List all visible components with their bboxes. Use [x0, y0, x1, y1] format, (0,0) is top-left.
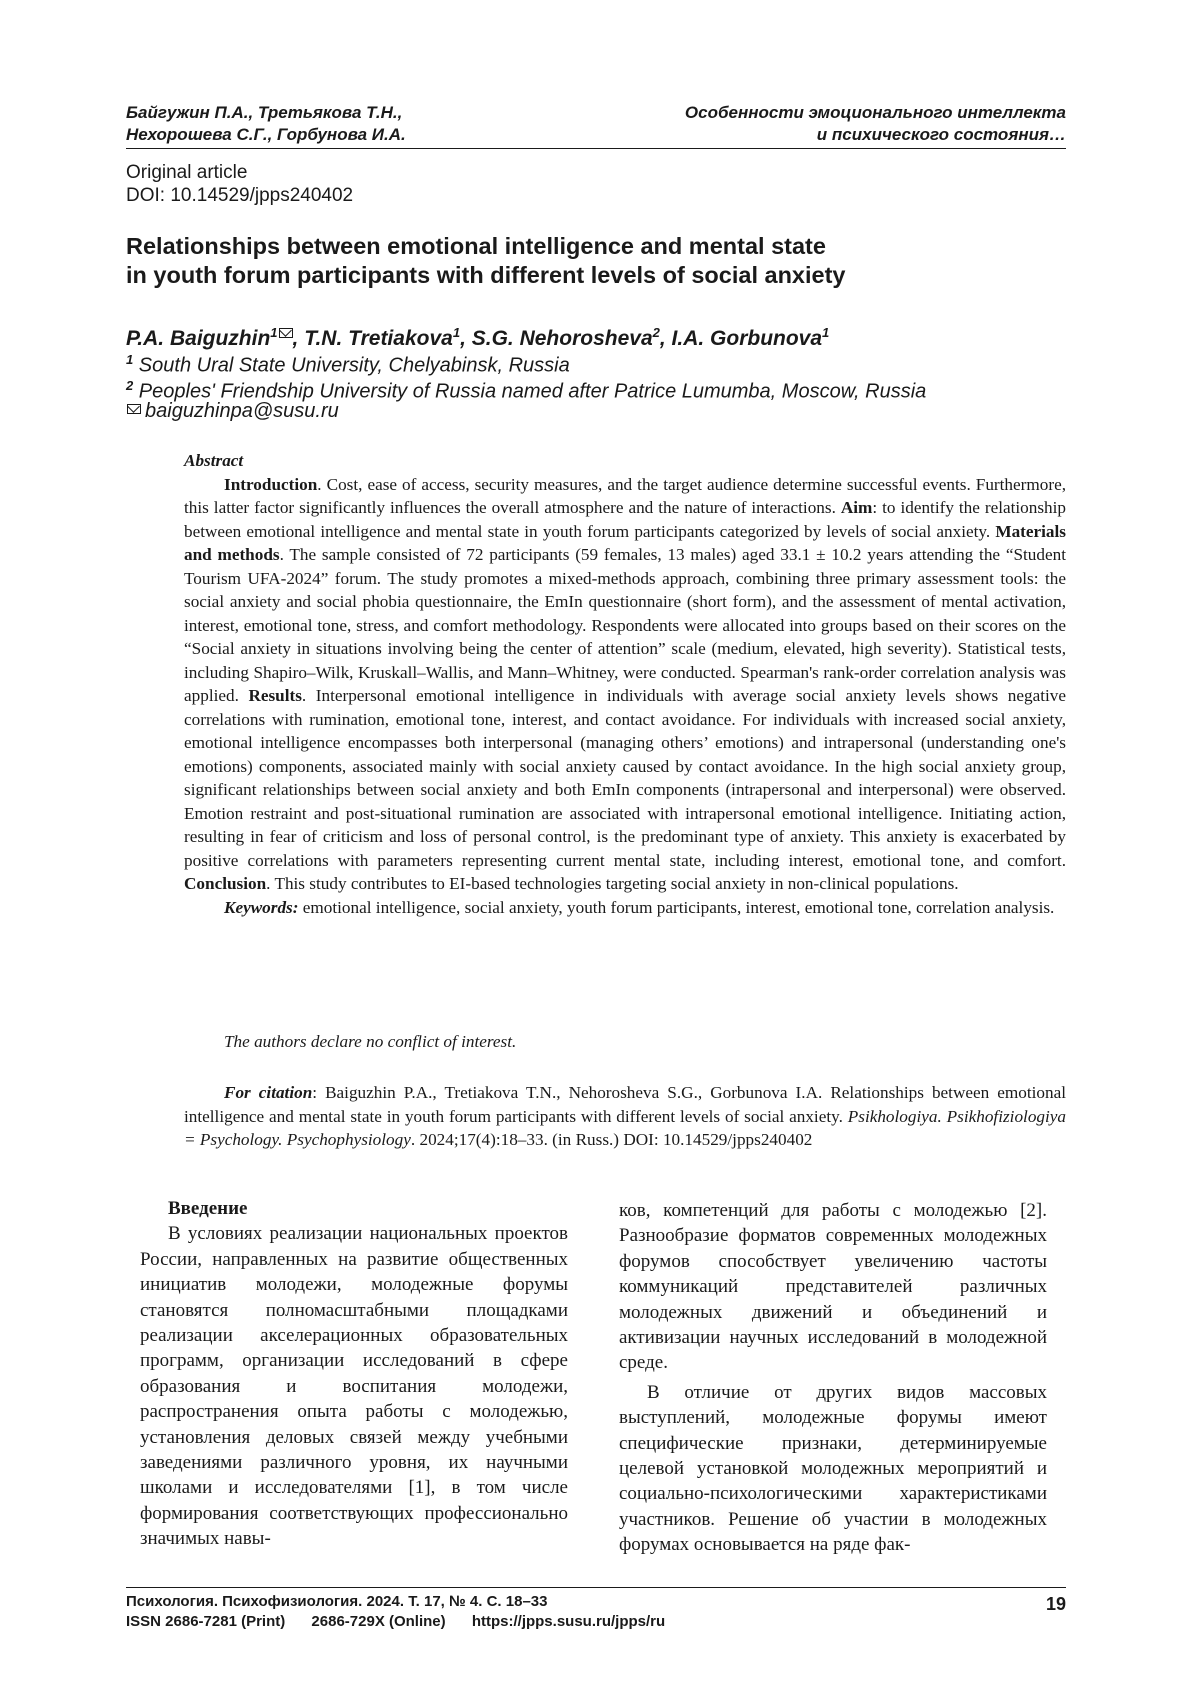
body-column-right: [619, 1198, 1047, 1558]
body-column-left: [140, 1196, 568, 1552]
abstract: [184, 449, 1066, 919]
author-name: T.N. Tretiakova: [304, 327, 453, 350]
running-header-title-line2: и психического состояния…: [816, 125, 1066, 144]
article-title-line2: in youth forum participants with different levels of social anxiety: [126, 262, 846, 288]
author-name: S.G. Nehorosheva: [471, 327, 653, 350]
article-type: Original article: [126, 162, 248, 183]
affiliation-index: 2: [126, 378, 134, 393]
citation-text: : Baiguzhin P.A., Tretiakova T.N., Nehorosheva S.G., Gorbunova I.A. Relationships between emotional intelligence and mental state in youth forum participants with different levels of social anxiety.: [184, 1083, 1066, 1126]
keywords-text: emotional intelligence, social anxiety, youth forum participants, interest, emotional tone, correlation analysis.: [298, 897, 1055, 917]
article-title: [126, 232, 1066, 290]
body-paragraph: В отличие от других видов массовых выступлений, молодежные форумы имеют специфические признаки, детерминируемые целевой установкой молодежных мероприятий и социально-психологическими характеристиками участников. Решение об участии в молодежных форумах основывается на ряде фак-: [619, 1381, 1047, 1556]
citation-text-end: . 2024;17(4):18–33. (in Russ.) DOI: 10.14529/jpps240402: [410, 1130, 813, 1149]
abstract-conclusion-text: . This study contributes to EI-based technologies targeting social anxiety in non-clinical populations.: [266, 874, 959, 893]
article-meta: [126, 161, 353, 207]
author-affiliation-index: 1: [822, 325, 830, 340]
author-name: P.A. Baiguzhin: [126, 327, 271, 350]
author-affiliation-index: 1: [270, 325, 278, 340]
keywords-label: Keywords:: [224, 897, 299, 917]
abstract-body: [184, 473, 1066, 896]
body-paragraph: В условиях реализации национальных проектов России, направленных на развитие общественных инициатив молодежи, молодежные форумы становятся полномасштабными площадками реализации акселерационных образовательных программ, организации исследований в сфере образования и воспитания молодежи, распространения опыта работы с молодежью, установления деловых связей между учебными заведениями различного уровня, их научными школами и исследователями [1], в том числе формирования соответствующих профессионально значимых навы-: [140, 1223, 568, 1550]
abstract-intro-text: . Cost, ease of access, security measures, and the target audience determine successful events. Furthermore, this latter factor significantly influences the overall atmosphere and the nature of interactions.: [184, 474, 1066, 517]
keywords: [184, 896, 1066, 920]
abstract-methods-text: . The sample consisted of 72 participants (59 females, 13 males) aged 33.1 ± 10.2 years attending the “Student Tourism UFA-2024” forum. The study promotes a mixed-methods approach, combining three primary assessment tools: the social anxiety and social phobia questionnaire, the EmIn questionnaire (short form), and the assessment of mental activation, interest, emotional tone, stress, and comfort methodology. Respondents were allocated into groups based on their scores on the “Social anxiety in situations involving being the center of attention” scale (medium, elevated, high severity). Statistical tests, including Shapiro–Wilk, Kruskall–Wallis, and Mann–Whitney, were conducted. Spearman's rank-order correlation analysis was applied.: [184, 545, 1066, 705]
footer-journal: Психология. Психофизиология. 2024. Т. 17, № 4. С. 18–33: [126, 1593, 548, 1610]
email-link[interactable]: baiguzhinpa@susu.ru: [145, 400, 339, 422]
running-header-authors: [126, 102, 406, 146]
citation-label: For citation: [224, 1083, 313, 1102]
running-header-authors-line2: Нехорошева С.Г., Горбунова И.А.: [126, 125, 406, 144]
abstract-aim-label: Aim: [840, 498, 873, 517]
page-number: 19: [1045, 1594, 1066, 1614]
citation-journal: Psikhologiya. Psikhofiziologiya = Psychology. Psychophysiology: [184, 1106, 1066, 1149]
affiliation-text: Peoples' Friendship University of Russia named after Patrice Lumumba, Moscow, Russia: [138, 380, 927, 403]
page-footer: [126, 1587, 1066, 1632]
conflict-declaration: The authors declare no conflict of interest.: [224, 1032, 517, 1051]
corresponding-email: [126, 399, 1076, 424]
footer-issn-print: ISSN 2686-7281 (Print): [126, 1613, 286, 1630]
article-title-line1: Relationships between emotional intelligence and mental state: [126, 233, 826, 259]
author-name: I.A. Gorbunova: [671, 327, 823, 350]
abstract-aim-text: : to identify the relationship between emotional intelligence and mental state in youth forum participants categorized by levels of social anxiety.: [184, 498, 1066, 541]
running-header-title: [685, 102, 1066, 146]
abstract-results-text: . Interpersonal emotional intelligence in individuals with average social anxiety levels shows negative correlations with rumination, emotional tone, interest, and contact avoidance. For individuals with increased social anxiety, emotional intelligence encompasses both interpersonal (managing others’ emotions) and intrapersonal (understanding one's emotions) components, associated mainly with social anxiety caused by contact avoidance. In the high social anxiety group, significant relationships between social anxiety and both EmIn components (intrapersonal and interpersonal) were observed. Emotion restraint and post-situational rumination are associated with intrapersonal emotional intelligence. Initiating action, resulting in fear of criticism and loss of personal control, is the predominant type of anxiety. This anxiety is exacerbated by positive correlations with parameters representing current mental state, including interest, emotional tone, and comfort.: [184, 686, 1067, 870]
article-doi[interactable]: DOI: 10.14529/jpps240402: [126, 185, 354, 206]
author-affiliation-index: 2: [652, 325, 660, 340]
mail-icon: [279, 328, 293, 338]
affiliation-text: South Ural State University, Chelyabinsk, Russia: [138, 354, 570, 377]
footer-issn-online: 2686-729X (Online): [311, 1613, 446, 1630]
footer-issn: [126, 1612, 1066, 1632]
citation: [184, 1081, 1066, 1152]
footer-url[interactable]: https://jpps.susu.ru/jpps/ru: [471, 1613, 666, 1630]
running-header-title-line1: Особенности эмоционального интеллекта: [684, 103, 1066, 122]
running-header: [126, 102, 1066, 149]
abstract-results-label: Results: [248, 686, 302, 705]
mail-icon: [127, 404, 141, 414]
abstract-intro-label: Introduction: [224, 474, 318, 494]
body-paragraph: ков, компетенций для работы с молодежью [2]. Разнообразие форматов современных молодежных форумов способствует увеличению частоты коммуникаций представителей различных молодежных движений и объединений и активизации научных исследований в молодежной среде.: [619, 1200, 1047, 1374]
section-heading-introduction: Введение: [168, 1198, 248, 1219]
author-affiliation-index: 1: [452, 325, 461, 340]
affiliation-index: 1: [126, 352, 134, 367]
running-header-authors-line1: Байгужин П.А., Третьякова Т.Н.,: [126, 103, 403, 122]
abstract-methods-label: Materials and methods: [184, 521, 1066, 564]
author-list: P.A. Baiguzhin$^1$ , T.N. Tretiakova$^1$, S.G. Nehorosheva$^2$, I.A. Gorbunova$^1$: [126, 325, 830, 350]
abstract-heading: Abstract: [184, 451, 244, 470]
abstract-conclusion-label: Conclusion: [184, 874, 267, 893]
